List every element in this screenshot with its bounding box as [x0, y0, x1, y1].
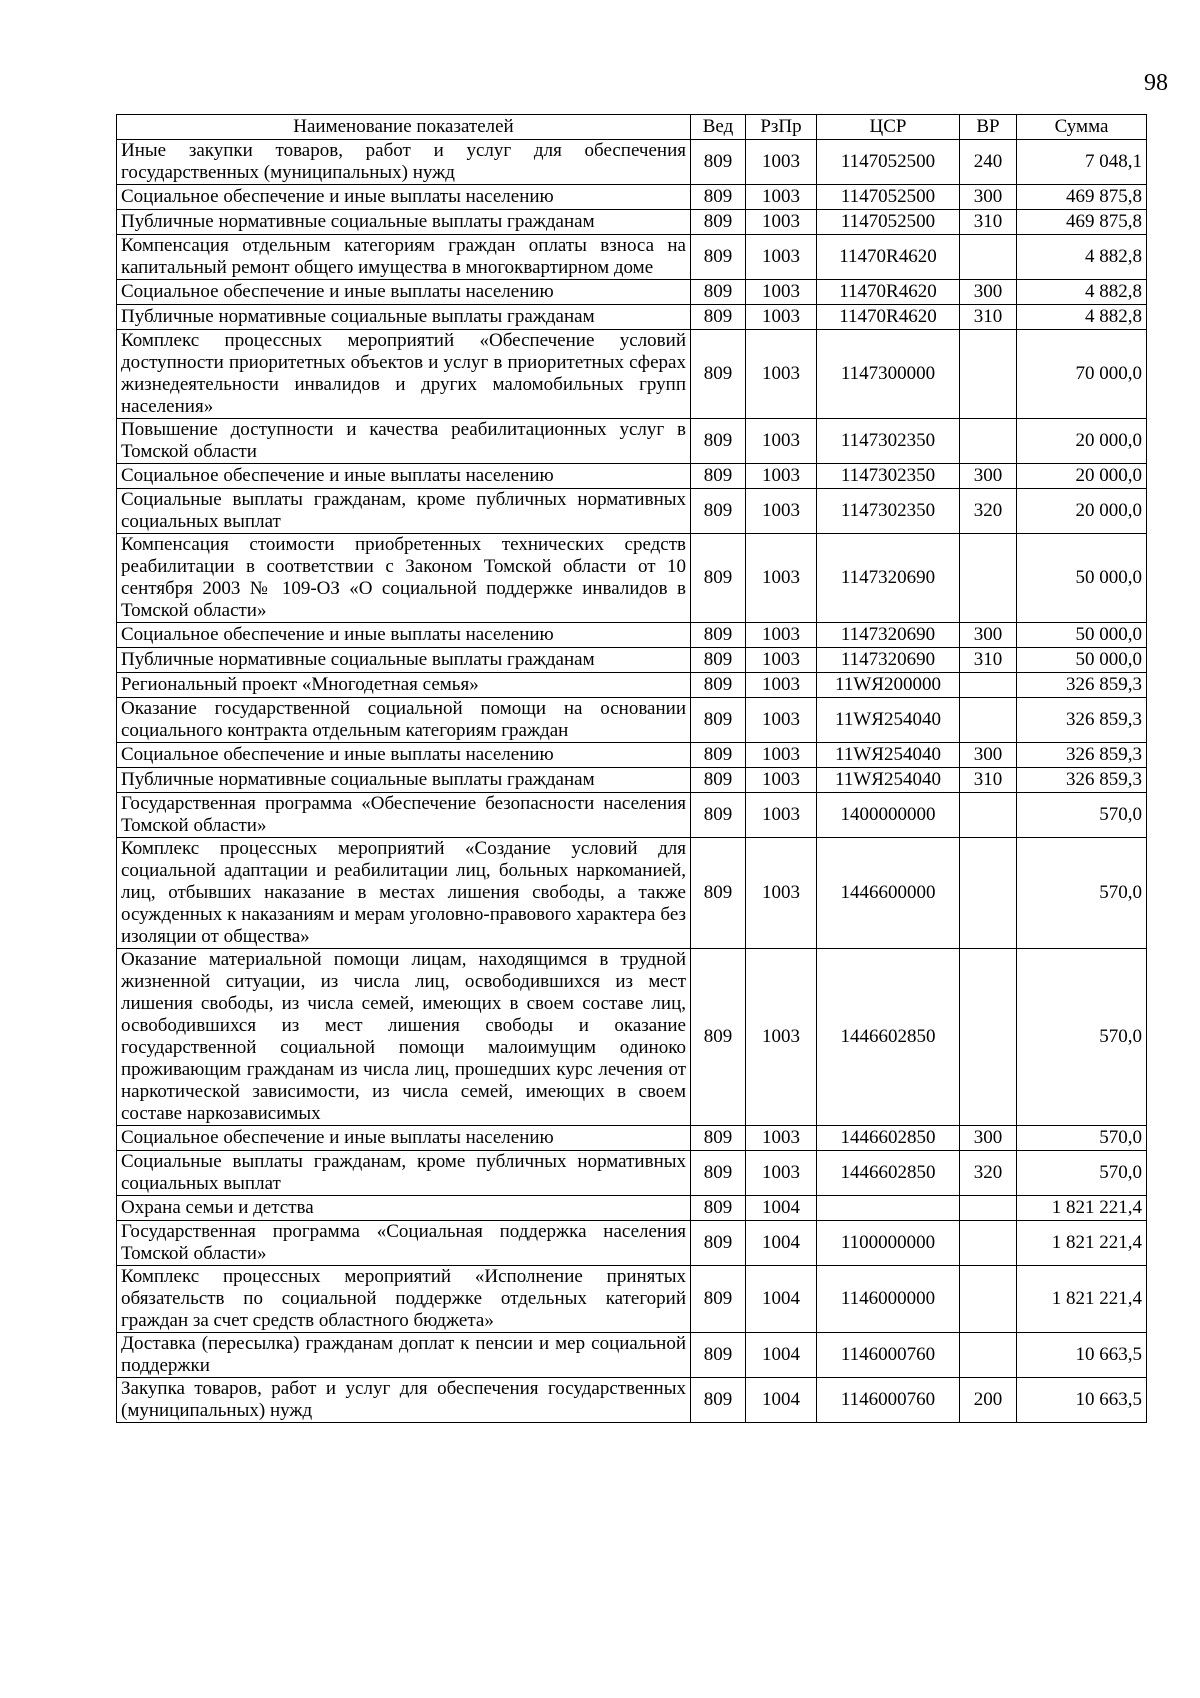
header-sum: Сумма [1017, 115, 1147, 140]
row-vr-cell: 200 [960, 1378, 1017, 1423]
row-rzpr-cell: 1003 [746, 1126, 817, 1151]
table-row [117, 235, 1147, 280]
row-rzpr-cell: 1003 [746, 768, 817, 793]
row-sum-cell: 20 000,0 [1017, 489, 1147, 534]
row-sum-cell: 326 859,3 [1017, 673, 1147, 698]
row-ved-cell: 809 [691, 793, 746, 838]
header-rzpr: РзПр [746, 115, 817, 140]
row-csr-cell: 1147052500 [817, 140, 960, 185]
row-csr-cell: 1147302350 [817, 419, 960, 464]
row-csr-cell: 1146000760 [817, 1378, 960, 1423]
row-vr-cell: 300 [960, 623, 1017, 648]
budget-table [116, 114, 1147, 1423]
row-ved-cell: 809 [691, 185, 746, 210]
row-rzpr-cell: 1003 [746, 623, 817, 648]
row-ved-cell: 809 [691, 235, 746, 280]
row-name-cell: Закупка товаров, работ и услуг для обеспечения государственных (муниципальных) нужд [117, 1378, 691, 1423]
row-vr-cell [960, 419, 1017, 464]
row-name-cell: Социальные выплаты гражданам, кроме публичных нормативных социальных выплат [117, 1151, 691, 1196]
row-name-cell: Оказание материальной помощи лицам, находящимся в трудной жизненной ситуации, из числа лиц, освободившихся из мест лишения свободы, из числа семей, имеющих в своем составе лиц, освободившихся из мест лишения свободы и оказание государственной социальной помощи малоимущим одиноко проживающим гражданам из числа лиц, прошедших курс лечения от наркотической зависимости, из числа семей, имеющих в своем составе наркозависимых [117, 949, 691, 1126]
row-vr-cell: 310 [960, 305, 1017, 330]
row-rzpr-cell: 1004 [746, 1333, 817, 1378]
row-ved-cell: 809 [691, 330, 746, 419]
row-name-cell: Повышение доступности и качества реабилитационных услуг в Томской области [117, 419, 691, 464]
row-csr-cell: 1446602850 [817, 1151, 960, 1196]
row-rzpr-cell: 1003 [746, 793, 817, 838]
table-row [117, 210, 1147, 235]
row-ved-cell: 809 [691, 698, 746, 743]
row-ved-cell: 809 [691, 489, 746, 534]
row-rzpr-cell: 1003 [746, 743, 817, 768]
row-name-cell: Публичные нормативные социальные выплаты гражданам [117, 305, 691, 330]
row-ved-cell: 809 [691, 648, 746, 673]
table-row [117, 623, 1147, 648]
row-rzpr-cell: 1003 [746, 698, 817, 743]
table-row [117, 1266, 1147, 1333]
row-rzpr-cell: 1003 [746, 330, 817, 419]
row-vr-cell [960, 838, 1017, 949]
row-vr-cell [960, 534, 1017, 623]
row-rzpr-cell: 1003 [746, 949, 817, 1126]
header-csr: ЦСР [817, 115, 960, 140]
row-csr-cell: 11470R4620 [817, 305, 960, 330]
row-name-cell: Комплекс процессных мероприятий «Обеспечение условий доступности приоритетных объектов и услуг в приоритетных сферах жизнедеятельности инвалидов и других маломобильных групп населения» [117, 330, 691, 419]
row-ved-cell: 809 [691, 305, 746, 330]
row-ved-cell: 809 [691, 673, 746, 698]
row-rzpr-cell: 1004 [746, 1221, 817, 1266]
row-name-cell: Региональный проект «Многодетная семья» [117, 673, 691, 698]
row-vr-cell: 320 [960, 489, 1017, 534]
row-ved-cell: 809 [691, 534, 746, 623]
row-sum-cell: 70 000,0 [1017, 330, 1147, 419]
row-csr-cell: 1100000000 [817, 1221, 960, 1266]
row-csr-cell: 1400000000 [817, 793, 960, 838]
row-name-cell: Социальное обеспечение и иные выплаты населению [117, 743, 691, 768]
row-sum-cell: 570,0 [1017, 838, 1147, 949]
table-row [117, 489, 1147, 534]
row-csr-cell: 1446602850 [817, 949, 960, 1126]
row-ved-cell: 809 [691, 838, 746, 949]
row-vr-cell: 310 [960, 648, 1017, 673]
row-name-cell: Оказание государственной социальной помощи на основании социального контракта отдельным категориям граждан [117, 698, 691, 743]
table-row [117, 305, 1147, 330]
table-row [117, 464, 1147, 489]
table-row [117, 185, 1147, 210]
table-header-row [117, 115, 1147, 140]
row-csr-cell: 1146000000 [817, 1266, 960, 1333]
row-csr-cell: 1147052500 [817, 210, 960, 235]
page-number: 98 [1144, 70, 1168, 96]
row-sum-cell: 4 882,8 [1017, 235, 1147, 280]
row-name-cell: Комплекс процессных мероприятий «Создание условий для социальной адаптации и реабилитации лиц, больных наркоманией, лиц, отбывших наказание в местах лишения свободы, а также осужденных к наказаниям и мерам уголовно-правового характера без изоляции от общества» [117, 838, 691, 949]
row-rzpr-cell: 1003 [746, 419, 817, 464]
row-rzpr-cell: 1003 [746, 185, 817, 210]
row-name-cell: Компенсация отдельным категориям граждан оплаты взноса на капитальный ремонт общего имущества в многоквартирном доме [117, 235, 691, 280]
row-sum-cell: 20 000,0 [1017, 419, 1147, 464]
row-name-cell: Государственная программа «Обеспечение безопасности населения Томской области» [117, 793, 691, 838]
row-sum-cell: 326 859,3 [1017, 743, 1147, 768]
table-row [117, 1333, 1147, 1378]
row-vr-cell: 300 [960, 464, 1017, 489]
row-sum-cell: 1 821 221,4 [1017, 1221, 1147, 1266]
row-vr-cell [960, 673, 1017, 698]
row-ved-cell: 809 [691, 623, 746, 648]
row-sum-cell: 10 663,5 [1017, 1378, 1147, 1423]
table-row [117, 949, 1147, 1126]
row-ved-cell: 809 [691, 768, 746, 793]
row-csr-cell: 1147320690 [817, 534, 960, 623]
header-vr: ВР [960, 115, 1017, 140]
row-sum-cell: 469 875,8 [1017, 185, 1147, 210]
row-vr-cell [960, 949, 1017, 1126]
row-rzpr-cell: 1003 [746, 673, 817, 698]
row-ved-cell: 809 [691, 1151, 746, 1196]
row-vr-cell [960, 1266, 1017, 1333]
row-vr-cell [960, 698, 1017, 743]
row-name-cell: Комплекс процессных мероприятий «Исполнение принятых обязательств по социальной поддержке отдельных категорий граждан за счет средств областного бюджета» [117, 1266, 691, 1333]
row-vr-cell [960, 1333, 1017, 1378]
row-ved-cell: 809 [691, 210, 746, 235]
row-ved-cell: 809 [691, 1266, 746, 1333]
row-ved-cell: 809 [691, 1196, 746, 1221]
row-sum-cell: 4 882,8 [1017, 305, 1147, 330]
row-vr-cell: 300 [960, 185, 1017, 210]
row-sum-cell: 570,0 [1017, 793, 1147, 838]
row-ved-cell: 809 [691, 280, 746, 305]
row-vr-cell [960, 1221, 1017, 1266]
row-sum-cell: 10 663,5 [1017, 1333, 1147, 1378]
table-row [117, 793, 1147, 838]
table-row [117, 140, 1147, 185]
row-sum-cell: 50 000,0 [1017, 648, 1147, 673]
row-rzpr-cell: 1003 [746, 464, 817, 489]
row-name-cell: Охрана семьи и детства [117, 1196, 691, 1221]
row-name-cell: Публичные нормативные социальные выплаты гражданам [117, 648, 691, 673]
table-row [117, 1221, 1147, 1266]
row-csr-cell: 1147302350 [817, 489, 960, 534]
table-row [117, 673, 1147, 698]
row-ved-cell: 809 [691, 949, 746, 1126]
row-name-cell: Публичные нормативные социальные выплаты гражданам [117, 768, 691, 793]
row-vr-cell: 310 [960, 210, 1017, 235]
row-rzpr-cell: 1003 [746, 1151, 817, 1196]
row-rzpr-cell: 1003 [746, 235, 817, 280]
row-rzpr-cell: 1003 [746, 210, 817, 235]
table-row [117, 280, 1147, 305]
row-vr-cell: 300 [960, 743, 1017, 768]
row-rzpr-cell: 1003 [746, 534, 817, 623]
row-ved-cell: 809 [691, 140, 746, 185]
row-csr-cell: 1147320690 [817, 648, 960, 673]
row-sum-cell: 1 821 221,4 [1017, 1196, 1147, 1221]
row-csr-cell: 1147300000 [817, 330, 960, 419]
row-name-cell: Социальные выплаты гражданам, кроме публичных нормативных социальных выплат [117, 489, 691, 534]
row-ved-cell: 809 [691, 1378, 746, 1423]
row-rzpr-cell: 1003 [746, 305, 817, 330]
row-vr-cell: 240 [960, 140, 1017, 185]
row-name-cell: Государственная программа «Социальная поддержка населения Томской области» [117, 1221, 691, 1266]
row-rzpr-cell: 1003 [746, 489, 817, 534]
table-row [117, 838, 1147, 949]
row-sum-cell: 1 821 221,4 [1017, 1266, 1147, 1333]
row-csr-cell: 11WЯ254040 [817, 698, 960, 743]
row-csr-cell: 1147052500 [817, 185, 960, 210]
row-csr-cell: 1146000760 [817, 1333, 960, 1378]
table-body [117, 140, 1147, 1423]
row-sum-cell: 469 875,8 [1017, 210, 1147, 235]
row-vr-cell [960, 1196, 1017, 1221]
table-row [117, 330, 1147, 419]
row-sum-cell: 4 882,8 [1017, 280, 1147, 305]
row-csr-cell: 11WЯ254040 [817, 768, 960, 793]
table-row [117, 1126, 1147, 1151]
row-vr-cell [960, 793, 1017, 838]
row-ved-cell: 809 [691, 419, 746, 464]
row-vr-cell [960, 330, 1017, 419]
row-sum-cell: 570,0 [1017, 1151, 1147, 1196]
table-row [117, 534, 1147, 623]
table-row [117, 648, 1147, 673]
row-csr-cell: 1147302350 [817, 464, 960, 489]
row-sum-cell: 50 000,0 [1017, 623, 1147, 648]
row-name-cell: Социальное обеспечение и иные выплаты населению [117, 464, 691, 489]
row-rzpr-cell: 1004 [746, 1266, 817, 1333]
row-ved-cell: 809 [691, 1221, 746, 1266]
table-row [117, 698, 1147, 743]
row-name-cell: Компенсация стоимости приобретенных технических средств реабилитации в соответствии с Законом Томской области от 10 сентября 2003 № 109-ОЗ «О социальной поддержке инвалидов в Томской области» [117, 534, 691, 623]
row-csr-cell [817, 1196, 960, 1221]
row-sum-cell: 7 048,1 [1017, 140, 1147, 185]
table-row [117, 743, 1147, 768]
row-csr-cell: 1446600000 [817, 838, 960, 949]
row-csr-cell: 11WЯ200000 [817, 673, 960, 698]
row-vr-cell: 320 [960, 1151, 1017, 1196]
row-vr-cell: 310 [960, 768, 1017, 793]
row-name-cell: Социальное обеспечение и иные выплаты населению [117, 1126, 691, 1151]
table-row [117, 768, 1147, 793]
row-sum-cell: 570,0 [1017, 949, 1147, 1126]
row-csr-cell: 1147320690 [817, 623, 960, 648]
row-name-cell: Доставка (пересылка) гражданам доплат к пенсии и мер социальной поддержки [117, 1333, 691, 1378]
row-rzpr-cell: 1004 [746, 1378, 817, 1423]
row-sum-cell: 50 000,0 [1017, 534, 1147, 623]
table-row [117, 1378, 1147, 1423]
header-name: Наименование показателей [117, 115, 691, 140]
row-rzpr-cell: 1003 [746, 648, 817, 673]
row-sum-cell: 570,0 [1017, 1126, 1147, 1151]
row-csr-cell: 11WЯ254040 [817, 743, 960, 768]
header-ved: Вед [691, 115, 746, 140]
row-name-cell: Социальное обеспечение и иные выплаты населению [117, 623, 691, 648]
row-name-cell: Иные закупки товаров, работ и услуг для обеспечения государственных (муниципальных) нужд [117, 140, 691, 185]
row-csr-cell: 1446602850 [817, 1126, 960, 1151]
row-vr-cell [960, 235, 1017, 280]
row-rzpr-cell: 1003 [746, 280, 817, 305]
row-rzpr-cell: 1003 [746, 140, 817, 185]
row-ved-cell: 809 [691, 464, 746, 489]
row-name-cell: Публичные нормативные социальные выплаты гражданам [117, 210, 691, 235]
row-csr-cell: 11470R4620 [817, 235, 960, 280]
table-row [117, 1151, 1147, 1196]
row-sum-cell: 20 000,0 [1017, 464, 1147, 489]
row-name-cell: Социальное обеспечение и иные выплаты населению [117, 185, 691, 210]
row-rzpr-cell: 1004 [746, 1196, 817, 1221]
table-row [117, 419, 1147, 464]
row-csr-cell: 11470R4620 [817, 280, 960, 305]
row-sum-cell: 326 859,3 [1017, 768, 1147, 793]
row-sum-cell: 326 859,3 [1017, 698, 1147, 743]
row-ved-cell: 809 [691, 1126, 746, 1151]
row-vr-cell: 300 [960, 1126, 1017, 1151]
table-row [117, 1196, 1147, 1221]
row-rzpr-cell: 1003 [746, 838, 817, 949]
row-ved-cell: 809 [691, 743, 746, 768]
row-ved-cell: 809 [691, 1333, 746, 1378]
row-name-cell: Социальное обеспечение и иные выплаты населению [117, 280, 691, 305]
row-vr-cell: 300 [960, 280, 1017, 305]
